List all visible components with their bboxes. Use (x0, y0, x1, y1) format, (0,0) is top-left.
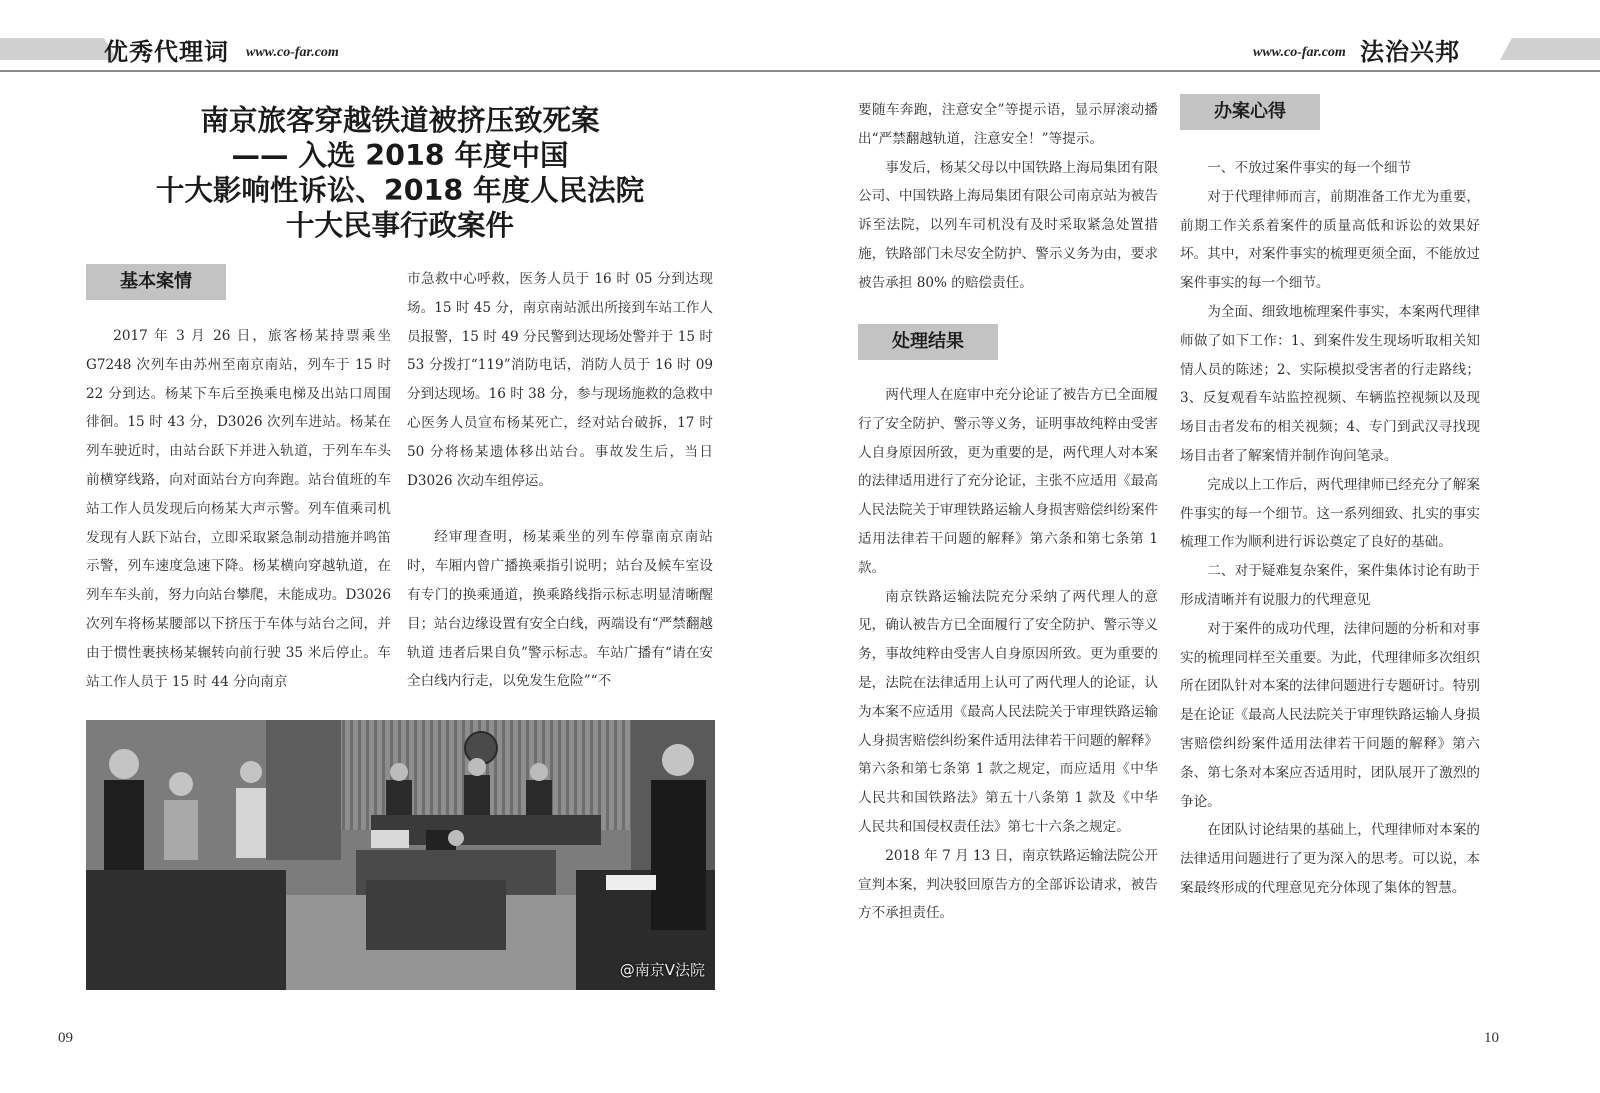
col3-result-paragraph-2: 南京铁路运输法院充分采纳了两代理人的意见，确认被告方已全面履行了安全防护、警示等义务，事故纯粹由受害人自身原因所致。更为重要的是，法院在法律适用上认可了两代理人的论证，认为本案不应适用《最高人民法院关于审理铁路运输人身损害赔偿纠纷案件适用法律若干问题的解释》第六条和第七条第 1 款之规定，而应适用《中华人民共和国铁路法》第五十八条第 1 款及《中华人民共和国侵权责任法》第七十六条之规定。 (858, 588, 1158, 835)
col4-paragraph-3: 完成以上工作后，两代理律师已经充分了解案件事实的每一个细节。这一系列细致、扎实的事实梳理工作为顺利进行诉讼奠定了良好的基础。 (1180, 476, 1480, 551)
col3-result-paragraph-1: 两代理人在庭审中充分论证了被告方已全面履行了安全防护、警示等义务，证明事故纯粹由受害人自身原因所致，更为重要的是，两代理人对本案的法律适用进行了充分论证，主张不应适用《最高人民法院关于审理铁路运输人身损害赔偿纠纷案件适用法律若干问题的解释》第六条和第七条第 1 款。 (858, 387, 1158, 576)
col2-paragraph-2: 经审理查明，杨某乘坐的列车停靠南京南站时，车厢内曾广播换乘指引说明；站台及候车室设有专门的换乘通道，换乘路线指示标志明显清晰醒目；站台边缘设置有安全白线，两端设有“严禁翻越轨道 违者后果自负”警示标志。车站广播有“请在安全白线内行走，以免发生危险”“不 (407, 529, 714, 690)
col4-paragraph-1: 对于代理律师而言，前期准备工作尤为重要，前期工作关系着案件的质量高低和诉讼的效果好坏。其中，对案件事实的梳理更须全面，不能放过案件事实的每一个细节。 (1180, 188, 1480, 292)
article-title (86, 103, 714, 243)
title-line-3: 十大影响性诉讼、2018 年度人民法院 (155, 174, 645, 207)
section-insights: 办案心得 (1180, 94, 1320, 130)
section-basic-facts: 基本案情 (86, 264, 226, 300)
header-left-url: www.co-far.com (246, 45, 339, 60)
title-line-1: 南京旅客穿越铁道被挤压致死案 (200, 104, 600, 137)
col3-paragraph-1: 要随车奔跑，注意安全”等提示语，显示屏滚动播出“严禁翻越轨道，注意安全！”等提示。 (858, 102, 1158, 147)
header-right-title: 法治兴邦 (1360, 38, 1460, 66)
column-2 (407, 265, 713, 696)
photo-watermark: @南京V法院 (619, 961, 705, 979)
column-3 (858, 96, 1158, 298)
col4-paragraph-2: 为全面、细致地梳理案件事实，本案两代理律师做了如下工作：1、到案件发生现场听取相关知情人员的陈述；2、实际模拟受害者的行走路线；3、反复观看车站监控视频、车辆监控视频以及现场目击者发布的相关视频；4、专门到武汉寻找现场目击者了解案情并制作询问笔录。 (1180, 303, 1480, 464)
column-3-result (858, 381, 1158, 928)
col4-heading-2: 二、对于疑难复杂案件，案件集体讨论有助于形成清晰并有说服力的代理意见 (1180, 563, 1480, 608)
courtroom-photo (86, 720, 715, 990)
header-rule (0, 70, 1600, 72)
header-band-left (0, 38, 118, 60)
col4-paragraph-4: 对于案件的成功代理，法律问题的分析和对事实的梳理同样至关重要。为此，代理律师多次组织所在团队针对本案的法律问题进行专题研讨。特别是在论证《最高人民法院关于审理铁路运输人身损害赔偿纠纷案件适用法律若干问题的解释》第六条、第七条对本案应否适用时，团队展开了激烈的争论。 (1180, 620, 1480, 810)
courtroom-illustration (86, 720, 715, 990)
header-left-title: 优秀代理词 (104, 38, 229, 66)
header-right-url: www.co-far.com (1253, 45, 1346, 60)
column-1 (86, 322, 391, 696)
col3-paragraph-2: 事发后，杨某父母以中国铁路上海局集团有限公司、中国铁路上海局集团有限公司南京站为被告诉至法院，以列车司机没有及时采取紧急处置措施，铁路部门未尽安全防护、警示义务为由，要求被告承担 80% 的赔偿责任。 (858, 159, 1158, 291)
col4-paragraph-5: 在团队讨论结果的基础上，代理律师对本案的法律适用问题进行了更为深入的思考。可以说，本案最终形成的代理意见充分体现了集体的智慧。 (1180, 822, 1480, 896)
col3-result-paragraph-3: 2018 年 7 月 13 日，南京铁路运输法院公开宣判本案，判决驳回原告方的全部诉讼请求，被告方不承担责任。 (858, 847, 1158, 922)
page-number-right: 10 (1484, 1030, 1499, 1046)
col1-paragraph-1: 2017 年 3 月 26 日，旅客杨某持票乘坐 G7248 次列车由苏州至南京南站，列车于 15 时 22 分到达。杨某下车后至换乘电梯及出站口周围徘徊。15 时 43 分，D3026 次列车进站。杨某在列车驶近时，由站台跃下并进入轨道，于列车车头前横穿线路，向对面站台方向奔跑。站台值班的车站工作人员发现后向杨某大声示警。列车值乘司机发现有人跃下站台，立即采取紧急制动措施并鸣笛示警，列车速度急速下降。杨某横向穿越轨道，在列车车头前，努力向站台攀爬，未能成功。D3026 次列车将杨某腰部以下挤压于车体与站台之间，并由于惯性裹挟杨某辗转向前行驶 35 米后停止。车站工作人员于 15 时 44 分向南京 (86, 328, 391, 690)
col2-paragraph-1: 市急救中心呼救，医务人员于 16 时 05 分到达现场。15 时 45 分，南京南站派出所接到车站工作人员报警，15 时 49 分民警到达现场处警并于 15 时 53 分拨打“119”消防电话，消防人员于 16 时 09 分到达现场。16 时 38 分，参与现场施救的急救中心医务人员宣布杨某死亡，经对站台破拆，17 时 50 分将杨某遗体移出站台。事故发生后，当日 D3026 次动车组停运。 (407, 271, 713, 489)
col4-heading-1: 一、不放过案件事实的每一个细节 (1207, 160, 1412, 176)
title-line-2: —— 入选 2018 年度中国 (231, 139, 569, 172)
page-number-left: 09 (58, 1030, 73, 1046)
section-result: 处理结果 (858, 324, 998, 360)
header-band-right (1500, 38, 1600, 60)
title-line-4: 十大民事行政案件 (285, 209, 514, 242)
column-4 (1180, 154, 1480, 903)
